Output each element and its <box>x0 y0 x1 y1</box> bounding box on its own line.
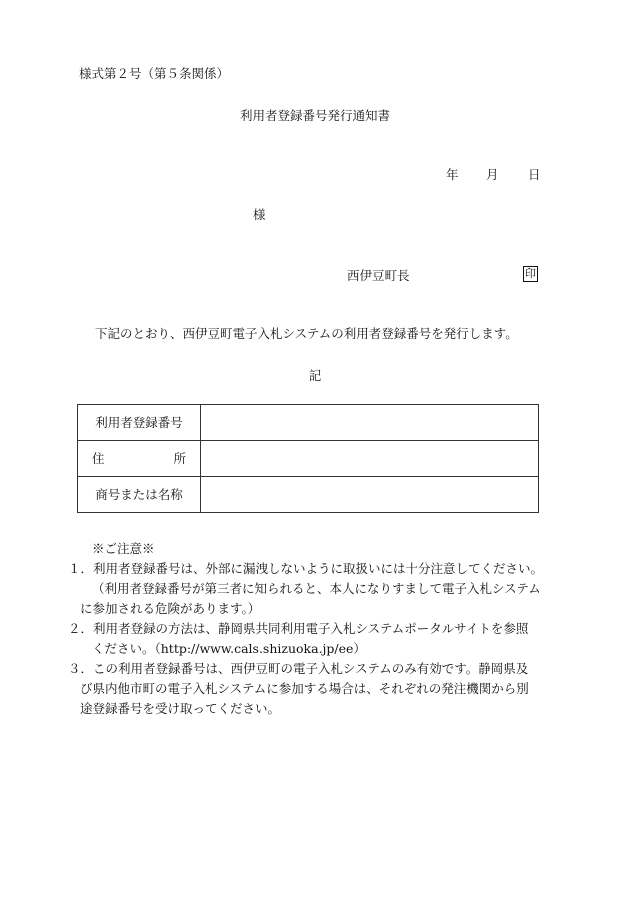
table-row <box>78 477 539 513</box>
document-title: 利用者登録番号発行通知書 <box>239 108 390 123</box>
addressee-suffix: 様 <box>253 207 266 222</box>
note-1-line-2: （利用者登録番号が第三者に知られると、本人になりすまして電子入札システム <box>92 581 541 596</box>
table-value-registration-number <box>201 405 539 441</box>
table-value-address <box>201 441 539 477</box>
date-day-label: 日 <box>528 167 541 182</box>
note-item-2 <box>68 619 550 659</box>
date-month-label: 月 <box>486 167 499 182</box>
note-3-line-2: び県内他市町の電子入札システムに参加する場合は、それぞれの発注機関から別 <box>80 681 529 696</box>
note-item-1 <box>68 559 550 619</box>
note-3-line-1: ３．この利用者登録番号は、西伊豆町の電子入札システムのみ有効です。静岡県及 <box>68 661 529 676</box>
form-number: 様式第２号（第５条関係） <box>79 66 230 81</box>
table-row <box>78 405 539 441</box>
note-item-3 <box>68 659 550 719</box>
notes-heading: ※ご注意※ <box>92 541 155 556</box>
note-1-line-1: １．利用者登録番号は、外部に漏洩しないように取扱いには十分注意してください。 <box>68 561 544 576</box>
seal-stamp: 印 <box>525 267 536 280</box>
table-row <box>78 441 539 477</box>
body-text: 下記のとおり、西伊豆町電子入札システムの利用者登録番号を発行します。 <box>95 326 518 341</box>
note-3-line-3: 途登録番号を受け取ってください。 <box>80 701 281 716</box>
note-1-line-3: に参加される危険があります。） <box>80 601 261 616</box>
notes-section <box>68 539 550 719</box>
table-label-address-left: 住 <box>92 451 105 466</box>
table-value-company-name <box>201 477 539 513</box>
date-year-label: 年 <box>446 167 459 182</box>
table-label-company-name: 商号または名称 <box>78 477 201 513</box>
table-label-address <box>78 441 201 477</box>
info-table <box>77 404 539 513</box>
issuer-name: 西伊豆町長 <box>347 268 410 283</box>
table-label-registration-number: 利用者登録番号 <box>78 405 201 441</box>
table-label-address-right: 所 <box>173 451 186 466</box>
ki-heading: 記 <box>308 368 322 383</box>
note-2-line-2: ください。（http://www.cals.shizuoka.jp/ee） <box>92 641 366 656</box>
note-2-line-1: ２．利用者登録の方法は、静岡県共同利用電子入札システムポータルサイトを参照 <box>68 621 529 636</box>
